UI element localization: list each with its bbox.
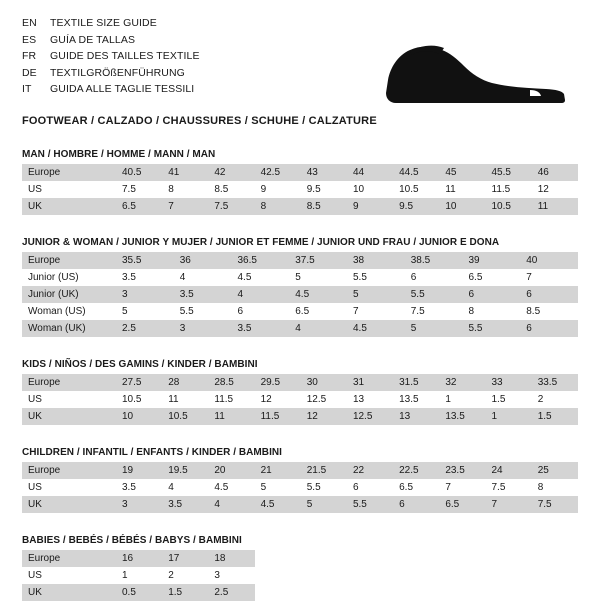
table-row	[22, 164, 578, 181]
cell: 7	[486, 496, 532, 513]
cell-empty	[347, 584, 393, 601]
group-title: CHILDREN / INFANTIL / ENFANTS / KINDER / BAMBINI	[22, 447, 282, 458]
cell: 11	[208, 408, 254, 425]
cell-empty	[393, 567, 439, 584]
cell: 6	[405, 269, 463, 286]
cell: 10.5	[162, 408, 208, 425]
cell: 9	[347, 198, 393, 215]
cell: 7.5	[208, 198, 254, 215]
cell: 7	[520, 269, 578, 286]
cell-empty	[532, 584, 578, 601]
cell: 12.5	[301, 391, 347, 408]
row-label: UK	[22, 496, 116, 513]
cell: 28.5	[208, 374, 254, 391]
cell: 4.5	[347, 320, 405, 337]
cell: 5	[116, 303, 174, 320]
cell: 11.5	[486, 181, 532, 198]
row-label: Europe	[22, 462, 116, 479]
cell: 12	[301, 408, 347, 425]
cell: 31	[347, 374, 393, 391]
row-label: Woman (UK)	[22, 320, 116, 337]
cell: 45	[439, 164, 485, 181]
row-label: US	[22, 479, 116, 496]
row-label: Europe	[22, 252, 116, 269]
cell: 6	[393, 496, 439, 513]
cell: 13	[393, 408, 439, 425]
language-list	[22, 14, 200, 98]
cell-empty	[393, 584, 439, 601]
cell: 4.5	[255, 496, 301, 513]
cell: 13.5	[393, 391, 439, 408]
cell: 3	[208, 567, 254, 584]
table-row	[22, 269, 578, 286]
cell: 12.5	[347, 408, 393, 425]
cell: 4	[289, 320, 347, 337]
cell: 25	[532, 462, 578, 479]
cell: 2.5	[116, 320, 174, 337]
cell: 36.5	[232, 252, 290, 269]
cell-empty	[486, 567, 532, 584]
group-children	[22, 447, 578, 513]
cell: 6	[520, 286, 578, 303]
table-row	[22, 374, 578, 391]
row-label: UK	[22, 408, 116, 425]
cell: 5	[255, 479, 301, 496]
cell: 20	[208, 462, 254, 479]
cell: 11	[439, 181, 485, 198]
language-row	[22, 66, 200, 82]
cell: 1.5	[486, 391, 532, 408]
cell: 11.5	[255, 408, 301, 425]
cell: 8.5	[208, 181, 254, 198]
size-table-junior-woman	[22, 252, 578, 337]
cell: 8.5	[301, 198, 347, 215]
table-row	[22, 408, 578, 425]
cell: 21	[255, 462, 301, 479]
cell: 11	[162, 391, 208, 408]
cell: 3	[116, 286, 174, 303]
cell: 5.5	[463, 320, 521, 337]
table-row	[22, 462, 578, 479]
cell: 16	[116, 550, 162, 567]
cell: 24	[486, 462, 532, 479]
cell: 4	[162, 479, 208, 496]
cell: 10	[116, 408, 162, 425]
cell: 3.5	[174, 286, 232, 303]
cell: 5.5	[405, 286, 463, 303]
cell: 38	[347, 252, 405, 269]
cell-empty	[255, 550, 301, 567]
group-title: JUNIOR & WOMAN / JUNIOR Y MUJER / JUNIOR ET FEMME / JUNIOR UND FRAU / JUNIOR E DONA	[22, 237, 500, 248]
cell: 2	[532, 391, 578, 408]
cell: 3.5	[116, 479, 162, 496]
language-row	[22, 82, 200, 98]
cell: 1	[439, 391, 485, 408]
cell: 42.5	[255, 164, 301, 181]
cell: 9.5	[393, 198, 439, 215]
row-label: UK	[22, 198, 116, 215]
cell: 9	[255, 181, 301, 198]
cell: 7	[439, 479, 485, 496]
cell-empty	[486, 584, 532, 601]
cell-empty	[301, 550, 347, 567]
cell: 37.5	[289, 252, 347, 269]
cell-empty	[393, 550, 439, 567]
cell: 4	[208, 496, 254, 513]
cell: 27.5	[116, 374, 162, 391]
cell-empty	[439, 567, 485, 584]
language-code: EN	[22, 17, 37, 29]
cell: 7.5	[532, 496, 578, 513]
group-title: BABIES / BEBÉS / BÉBÉS / BABYS / BAMBINI	[22, 535, 242, 546]
table-row	[22, 320, 578, 337]
cell: 7	[347, 303, 405, 320]
group-babies	[22, 535, 578, 601]
cell: 31.5	[393, 374, 439, 391]
cell: 7	[162, 198, 208, 215]
cell: 4.5	[208, 479, 254, 496]
table-row	[22, 550, 578, 567]
cell: 5.5	[347, 496, 393, 513]
table-row	[22, 252, 578, 269]
cell: 22	[347, 462, 393, 479]
table-row	[22, 584, 578, 601]
cell: 5	[405, 320, 463, 337]
cell: 9.5	[301, 181, 347, 198]
cell: 17	[162, 550, 208, 567]
language-code: IT	[22, 83, 32, 95]
cell-empty	[347, 567, 393, 584]
cell: 8	[162, 181, 208, 198]
cell: 6	[520, 320, 578, 337]
row-label: Woman (US)	[22, 303, 116, 320]
cell: 22.5	[393, 462, 439, 479]
language-title: TEXTILGRÖßENFÜHRUNG	[50, 66, 185, 79]
cell: 32	[439, 374, 485, 391]
row-label: US	[22, 181, 116, 198]
row-label: Europe	[22, 550, 116, 567]
language-row	[22, 16, 200, 32]
cell: 40.5	[116, 164, 162, 181]
language-title: GUIDA ALLE TAGLIE TESSILI	[50, 83, 195, 95]
cell: 18	[208, 550, 254, 567]
language-row	[22, 33, 200, 49]
size-table-man	[22, 164, 578, 215]
cell: 44	[347, 164, 393, 181]
cell-empty	[255, 584, 301, 601]
cell: 28	[162, 374, 208, 391]
cell-empty	[439, 584, 485, 601]
cell: 3.5	[116, 269, 174, 286]
cell: 42	[208, 164, 254, 181]
cell: 19	[116, 462, 162, 479]
cell: 5.5	[301, 479, 347, 496]
cell: 11	[532, 198, 578, 215]
cell-empty	[532, 567, 578, 584]
footwear-section-title: FOOTWEAR / CALZADO / CHAUSSURES / SCHUHE / CALZATURE	[22, 115, 377, 127]
table-row	[22, 303, 578, 320]
cell: 3	[116, 496, 162, 513]
cell: 30	[301, 374, 347, 391]
cell: 10.5	[116, 391, 162, 408]
cell: 4	[174, 269, 232, 286]
document-header	[22, 14, 578, 106]
cell-empty	[347, 550, 393, 567]
cell: 8	[255, 198, 301, 215]
cell: 36	[174, 252, 232, 269]
dress-shoe-icon	[380, 28, 570, 108]
cell: 21.5	[301, 462, 347, 479]
cell: 1.5	[162, 584, 208, 601]
cell: 33	[486, 374, 532, 391]
size-table-children	[22, 462, 578, 513]
cell: 41	[162, 164, 208, 181]
language-row	[22, 49, 200, 65]
group-title: KIDS / NIÑOS / DES GAMINS / KINDER / BAMBINI	[22, 359, 258, 370]
cell: 8	[532, 479, 578, 496]
language-title: TEXTILE SIZE GUIDE	[50, 17, 157, 29]
language-title: GUÍA DE TALLAS	[50, 33, 136, 46]
cell: 43	[301, 164, 347, 181]
cell: 5	[301, 496, 347, 513]
cell: 2.5	[208, 584, 254, 601]
table-row	[22, 198, 578, 215]
cell: 1.5	[532, 408, 578, 425]
size-table-kids	[22, 374, 578, 425]
cell: 11.5	[208, 391, 254, 408]
cell: 4.5	[289, 286, 347, 303]
cell: 29.5	[255, 374, 301, 391]
row-label: US	[22, 567, 116, 584]
cell: 4.5	[232, 269, 290, 286]
group-man	[22, 149, 578, 215]
cell-empty	[301, 584, 347, 601]
cell-empty	[439, 550, 485, 567]
cell: 4	[232, 286, 290, 303]
cell: 10.5	[393, 181, 439, 198]
cell: 10.5	[486, 198, 532, 215]
group-title: MAN / HOMBRE / HOMME / MANN / MAN	[22, 149, 216, 160]
group-kids	[22, 359, 578, 425]
cell: 44.5	[393, 164, 439, 181]
cell: 13.5	[439, 408, 485, 425]
cell: 46	[532, 164, 578, 181]
cell: 19.5	[162, 462, 208, 479]
cell: 10	[439, 198, 485, 215]
cell: 39	[463, 252, 521, 269]
row-label: UK	[22, 584, 116, 601]
cell: 6	[347, 479, 393, 496]
table-row	[22, 181, 578, 198]
cell: 7.5	[405, 303, 463, 320]
cell: 0.5	[116, 584, 162, 601]
cell: 40	[520, 252, 578, 269]
row-label: Junior (US)	[22, 269, 116, 286]
row-label: Junior (UK)	[22, 286, 116, 303]
row-label: US	[22, 391, 116, 408]
cell: 6.5	[463, 269, 521, 286]
cell: 3	[174, 320, 232, 337]
table-row	[22, 391, 578, 408]
cell: 3.5	[162, 496, 208, 513]
cell-empty	[255, 567, 301, 584]
cell: 2	[162, 567, 208, 584]
cell: 33.5	[532, 374, 578, 391]
cell: 23.5	[439, 462, 485, 479]
cell: 7.5	[486, 479, 532, 496]
cell: 5.5	[174, 303, 232, 320]
cell: 1	[486, 408, 532, 425]
cell: 5	[289, 269, 347, 286]
cell: 5	[347, 286, 405, 303]
table-row	[22, 479, 578, 496]
language-code: ES	[22, 33, 37, 46]
cell: 38.5	[405, 252, 463, 269]
cell-empty	[301, 567, 347, 584]
cell: 5.5	[347, 269, 405, 286]
language-title: GUIDE DES TAILLES TEXTILE	[50, 50, 200, 62]
cell: 6.5	[393, 479, 439, 496]
cell: 3.5	[232, 320, 290, 337]
cell: 45.5	[486, 164, 532, 181]
language-code: FR	[22, 50, 37, 62]
table-row	[22, 286, 578, 303]
cell: 12	[255, 391, 301, 408]
group-junior-woman	[22, 237, 578, 337]
row-label: Europe	[22, 164, 116, 181]
cell: 6.5	[439, 496, 485, 513]
row-label: Europe	[22, 374, 116, 391]
cell: 6.5	[116, 198, 162, 215]
cell: 8	[463, 303, 521, 320]
cell: 12	[532, 181, 578, 198]
cell-empty	[486, 550, 532, 567]
table-row	[22, 496, 578, 513]
cell: 8.5	[520, 303, 578, 320]
cell: 1	[116, 567, 162, 584]
cell: 6	[232, 303, 290, 320]
cell: 35.5	[116, 252, 174, 269]
cell-empty	[532, 550, 578, 567]
cell: 7.5	[116, 181, 162, 198]
cell: 6	[463, 286, 521, 303]
cell: 6.5	[289, 303, 347, 320]
table-row	[22, 567, 578, 584]
cell: 10	[347, 181, 393, 198]
cell: 13	[347, 391, 393, 408]
language-code: DE	[22, 66, 37, 79]
size-table-babies	[22, 550, 578, 601]
